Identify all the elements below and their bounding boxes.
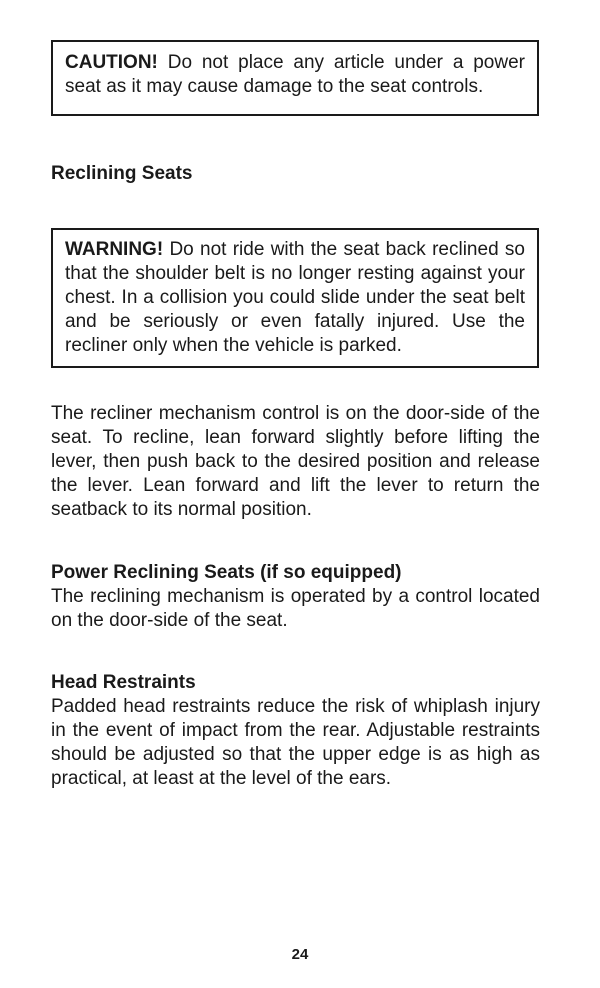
power-reclining-body: The reclining mechanism is operated by a control located on the door-side of the seat. <box>51 586 540 631</box>
power-reclining-heading: Power Reclining Seats (if so equipped) <box>51 562 402 583</box>
page-number: 24 <box>291 946 309 963</box>
head-restraints-heading: Head Restraints <box>51 672 196 693</box>
head-restraints-body: Padded head restraints reduce the risk of whiplash injury in the event of impact from the rear. Adjustable restraints should be adjusted so that the upper edge is as high as practical, at least at the level of the ears. <box>51 696 540 789</box>
reclining-seats-heading: Reclining Seats <box>51 163 193 184</box>
warning-label: WARNING! <box>65 239 164 260</box>
warning-box <box>51 228 539 368</box>
caution-box <box>51 40 539 116</box>
caution-label: CAUTION! <box>65 52 158 73</box>
warning-text: Do not ride with the seat back reclined so that the shoulder belt is no longer resting against your chest. In a collision you could slide under the seat belt and be seriously or even fatally injured. Use the recliner only when the vehicle is parked. <box>65 239 525 356</box>
caution-text: Do not place any article under a power seat as it may cause damage to the seat controls. <box>65 52 525 97</box>
reclining-body: The recliner mechanism control is on the door-side of the seat. To recline, lean forward slightly before lifting the lever, then push back to the desired position and release the lever. Lean forward and lift the lever to return the seatback to its normal position. <box>51 403 540 520</box>
